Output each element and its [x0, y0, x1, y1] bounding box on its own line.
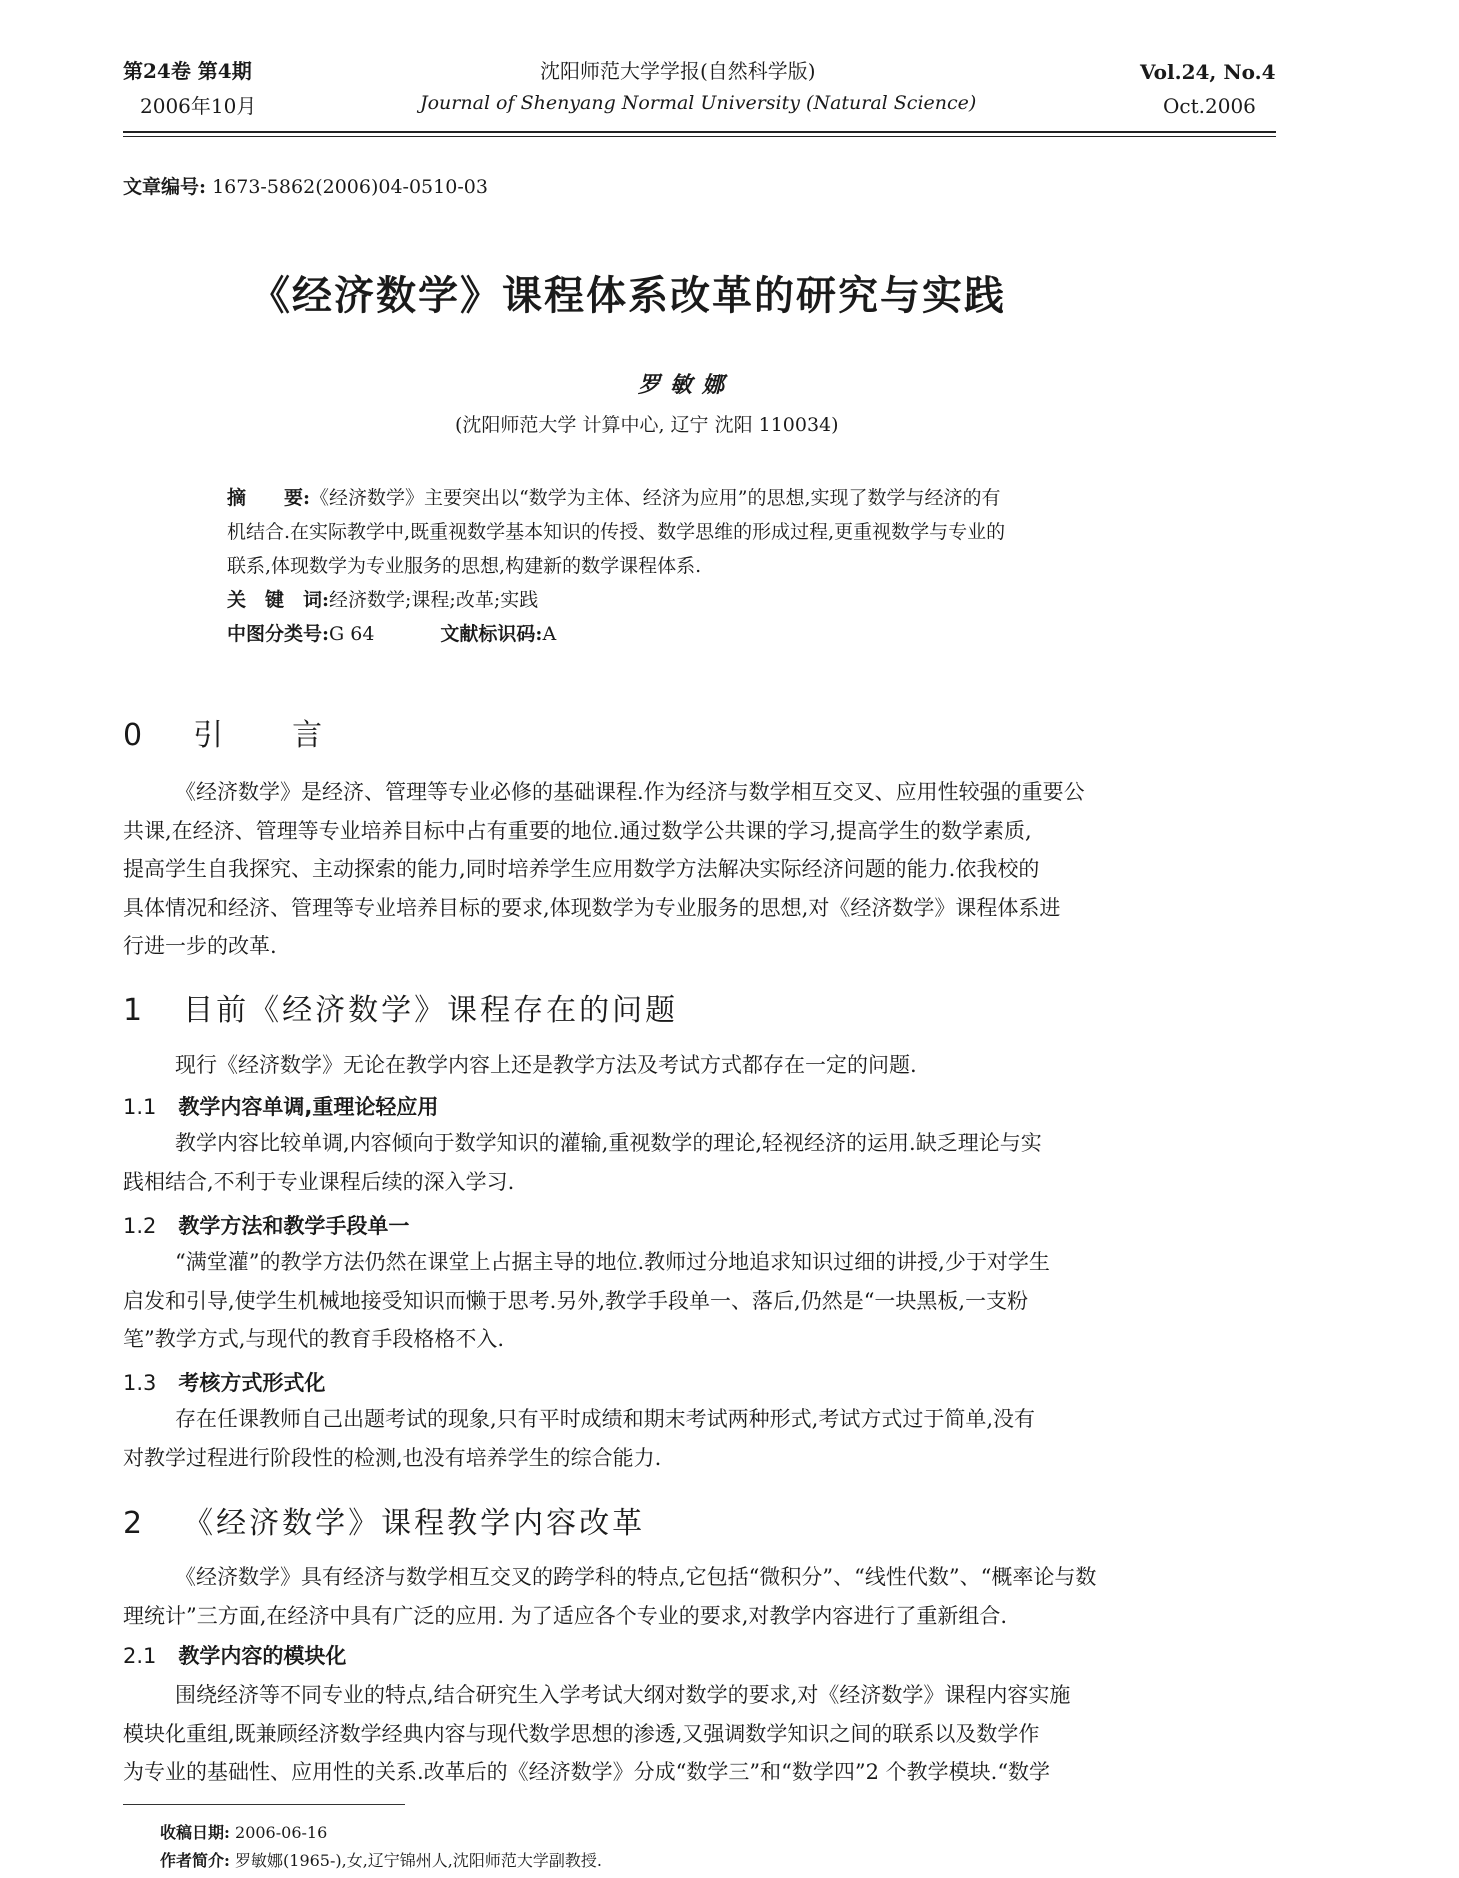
doc-code: A — [542, 623, 557, 645]
section-1-heading — [123, 985, 678, 1029]
section-2-heading — [123, 1498, 645, 1542]
abstract-label: 摘 要: — [227, 487, 311, 509]
subsection-number: 1.2 — [123, 1214, 157, 1238]
subsection-1-3-heading — [123, 1367, 325, 1397]
journal-title-en: Journal of Shenyang Normal University (Natural Science) — [420, 92, 977, 114]
article-number-label: 文章编号: — [123, 176, 207, 198]
section-0-body — [123, 773, 1273, 966]
date-en: Oct.2006 — [1163, 94, 1256, 118]
body-line: 教学内容比较单调,内容倾向于数学知识的灌输,重视数学的理论,轻视经济的运用.缺乏理论与实 — [175, 1131, 1042, 1155]
subsection-number: 1.1 — [123, 1095, 157, 1119]
received-value: 2006-06-16 — [235, 1823, 328, 1842]
subsection-title: 教学方法和教学手段单一 — [178, 1214, 410, 1238]
body-line: 《经济数学》是经济、管理等专业必修的基础课程.作为经济与数学相互交叉、应用性较强的重要公 — [175, 780, 1085, 804]
volume-issue-cn: 第24卷 第4期 — [123, 59, 252, 83]
section-2-body — [123, 1558, 1273, 1635]
clc-code: G 64 — [329, 623, 375, 645]
section-1-intro — [123, 1046, 1273, 1085]
clc-label: 中图分类号: — [227, 623, 330, 645]
received-label: 收稿日期: — [160, 1823, 230, 1842]
section-number: 0 — [123, 718, 146, 753]
body-line: 存在任课教师自己出题考试的现象,只有平时成绩和期末考试两种形式,考试方式过于简单,没有 — [175, 1407, 1036, 1431]
volume-issue-en: Vol.24, No.4 — [1140, 60, 1276, 84]
body-line: 具体情况和经济、管理等专业培养目标的要求,体现数学为专业服务的思想,对《经济数学》课程体系进 — [123, 895, 1061, 920]
journal-title-cn: 沈阳师范大学学报(自然科学版) — [540, 59, 816, 83]
abstract-line: 联系,体现数学为专业服务的思想,构建新的数学课程体系. — [227, 555, 702, 577]
footnote-rule — [123, 1804, 405, 1805]
section-title: 目前《经济数学》课程存在的问题 — [183, 993, 679, 1028]
body-line: 为专业的基础性、应用性的关系.改革后的《经济数学》分成“数学三”和“数学四”2 个教学模块.“数学 — [123, 1760, 1051, 1784]
body-line: 提高学生自我探究、主动探索的能力,同时培养学生应用数学方法解决实际经济问题的能力.依我校的 — [123, 857, 1040, 881]
abstract — [227, 481, 1177, 651]
body-line: 现行《经济数学》无论在教学内容上还是教学方法及考试方式都存在一定的问题. — [175, 1053, 917, 1077]
bio-value: 罗敏娜(1965-),女,辽宁锦州人,沈阳师范大学副教授. — [235, 1851, 602, 1870]
abstract-line: 《经济数学》主要突出以“数学为主体、经济为应用”的思想,实现了数学与经济的有 — [310, 487, 1001, 509]
body-line: 对教学过程进行阶段性的检测,也没有培养学生的综合能力. — [123, 1445, 662, 1470]
section-title: 引 言 — [193, 718, 326, 753]
subsection-number: 1.3 — [123, 1371, 157, 1395]
subsection-2-1-body — [123, 1676, 1273, 1792]
author-name: 罗敏娜 — [638, 372, 735, 398]
section-0-heading — [123, 710, 325, 754]
subsection-title: 教学内容的模块化 — [178, 1644, 347, 1668]
subsection-number: 2.1 — [123, 1644, 157, 1668]
abstract-line: 机结合.在实际教学中,既重视数学基本知识的传授、数学思维的形成过程,更重视数学与专业的 — [227, 521, 1006, 543]
header-rule-thick — [123, 131, 1276, 133]
subsection-1-2-body — [123, 1243, 1273, 1359]
subsection-1-1-body — [123, 1124, 1273, 1201]
body-line: “满堂灌”的教学方法仍然在课堂上占据主导的地位.教师过分地追求知识过细的讲授,少于对学生 — [175, 1250, 1050, 1274]
body-line: 践相结合,不利于专业课程后续的深入学习. — [123, 1169, 515, 1194]
section-title: 《经济数学》课程教学内容改革 — [183, 1506, 646, 1541]
subsection-1-2-heading — [123, 1210, 409, 1240]
body-line: 笔”教学方式,与现代的教育手段格格不入. — [123, 1327, 505, 1351]
body-line: 理统计”三方面,在经济中具有广泛的应用. 为了适应各个专业的要求,对教学内容进行了重新组合. — [123, 1603, 1008, 1628]
date-cn: 2006年10月 — [140, 94, 257, 118]
received-date — [160, 1820, 327, 1843]
body-line: 行进一步的改革. — [123, 934, 277, 958]
doc-code-label: 文献标识码: — [440, 623, 543, 645]
subsection-title: 考核方式形式化 — [178, 1371, 326, 1395]
subsection-2-1-heading — [123, 1640, 346, 1670]
article-number — [123, 172, 488, 199]
subsection-title: 教学内容单调,重理论轻应用 — [178, 1095, 439, 1119]
body-line: 模块化重组,既兼顾经济数学经典内容与现代数学思想的渗透,又强调数学知识之间的联系以及数学作 — [123, 1721, 1040, 1746]
keywords-label: 关 键 词: — [227, 589, 330, 611]
keywords: 经济数学;课程;改革;实践 — [329, 589, 539, 611]
body-line: 围绕经济等不同专业的特点,结合研究生入学考试大纲对数学的要求,对《经济数学》课程内容实施 — [175, 1683, 1071, 1707]
body-line: 《经济数学》具有经济与数学相互交叉的跨学科的特点,它包括“微积分”、“线性代数”、“概率论与数 — [175, 1565, 1097, 1589]
body-line: 启发和引导,使学生机械地接受知识而懒于思考.另外,教学手段单一、落后,仍然是“一块黑板,一支粉 — [123, 1288, 1029, 1313]
paper-title: 《经济数学》课程体系改革的研究与实践 — [250, 272, 1006, 319]
article-number-value: 1673-5862(2006)04-0510-03 — [212, 176, 488, 198]
bio-label: 作者简介: — [160, 1851, 230, 1870]
body-line: 共课,在经济、管理等专业培养目标中占有重要的地位.通过数学公共课的学习,提高学生的数学素质, — [123, 818, 1032, 843]
section-number: 1 — [123, 993, 146, 1028]
author-affiliation: (沈阳师范大学 计算中心, 辽宁 沈阳 110034) — [455, 414, 839, 436]
section-number: 2 — [123, 1506, 146, 1541]
subsection-1-1-heading — [123, 1091, 438, 1121]
header-rule-thin — [123, 136, 1276, 137]
subsection-1-3-body — [123, 1400, 1273, 1477]
author-bio — [160, 1848, 602, 1871]
